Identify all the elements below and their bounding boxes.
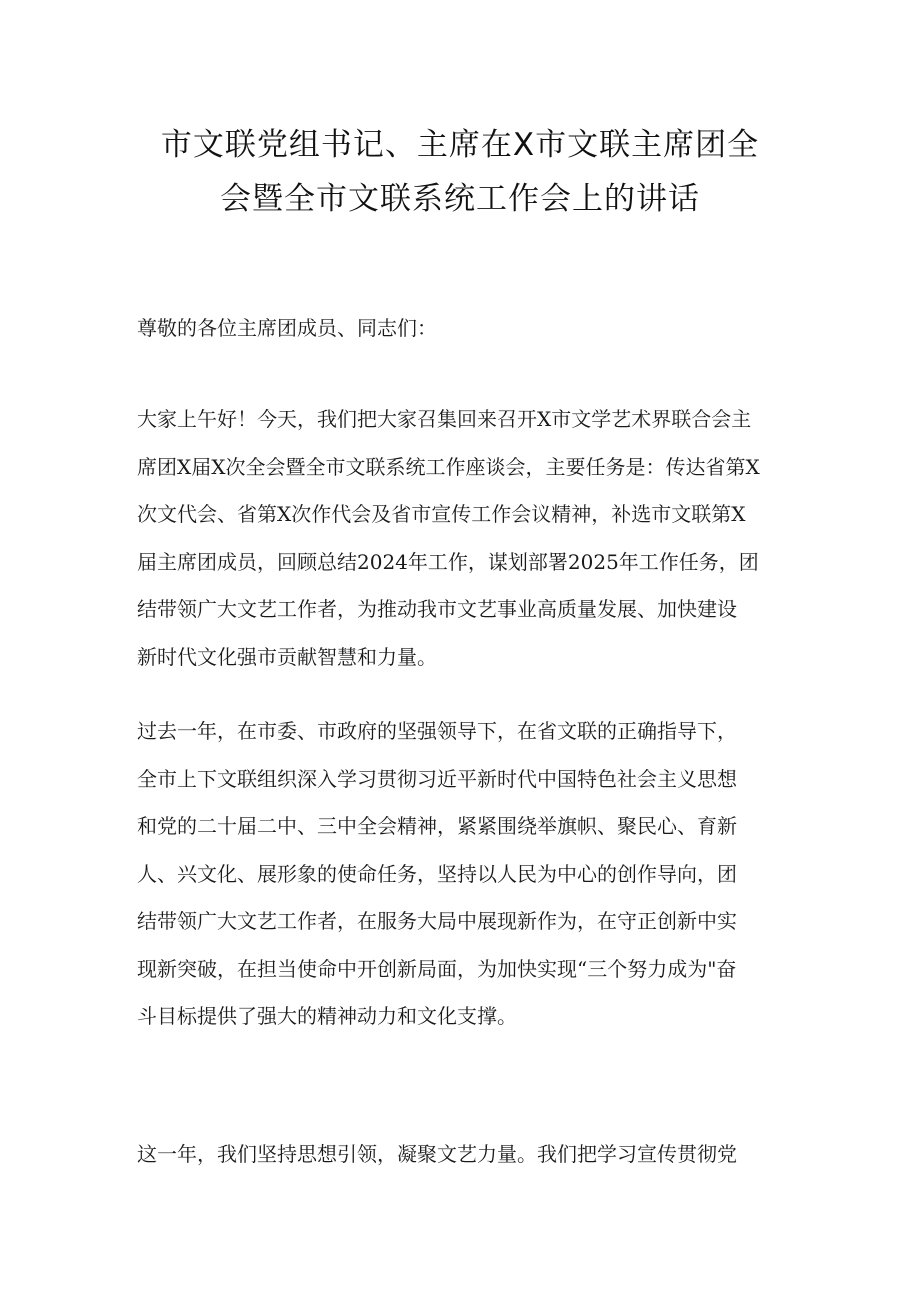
paragraph-this-year (137, 1131, 797, 1179)
paragraph-line: 人、兴文化、展形象的使命任务，坚持以人民为中心的创作导向，团 (137, 861, 737, 886)
title-line: 市文联党组书记、主席在X市文联主席团全 (160, 127, 760, 163)
document-title (120, 118, 800, 226)
paragraph-review (137, 708, 797, 1041)
paragraph-line: 这一年，我们坚持思想引领，凝聚文艺力量。我们把学习宣传贯彻党 (137, 1142, 737, 1166)
paragraph-line: 斗目标提供了强大的精神动力和文化支撑。 (137, 1004, 517, 1028)
paragraph-line: 现新突破，在担当使命中开创新局面，为加快实现“三个努力成为"奋 (137, 956, 737, 981)
paragraph-line: 全市上下文联组织深入学习贯彻习近平新时代中国特色社会主义思想 (137, 766, 737, 791)
paragraph-line: 过去一年，在市委、市政府的坚强领导下，在省文联的正确指导下， (137, 719, 737, 743)
salutation-text: 尊敬的各位主席团成员、同志们： (137, 316, 437, 340)
paragraph-line: 大家上午好！今天，我们把大家召集回来召开X市文学艺术界联合会主 (137, 407, 752, 431)
paragraph-line: 结带领广大文艺工作者，在服务大局中展现新作为，在守正创新中实 (137, 909, 737, 933)
paragraph-line: 和党的二十届二中、三中全会精神，紧紧围绕举旗帜、聚民心、育新 (137, 814, 737, 838)
paragraph-line: 届主席团成员，回顾总结2024年工作，谋划部署2025年工作任务，团 (137, 549, 759, 574)
salutation (137, 305, 797, 353)
paragraph-opening (137, 396, 797, 681)
paragraph-line: 次文代会、省第X次作代会及省市宣传工作会议精神，补选市文联第X (137, 502, 746, 526)
title-line: 会暨全市文联系统工作会上的讲话 (220, 181, 700, 217)
paragraph-line: 新时代文化强市贡献智慧和力量。 (137, 644, 437, 669)
paragraph-line: 结带领广大文艺工作者，为推动我市文艺事业高质量发展、加快建设 (137, 597, 737, 621)
paragraph-line: 席团X届X次全会暨全市文联系统工作座谈会，主要任务是：传达省第X (137, 454, 760, 479)
